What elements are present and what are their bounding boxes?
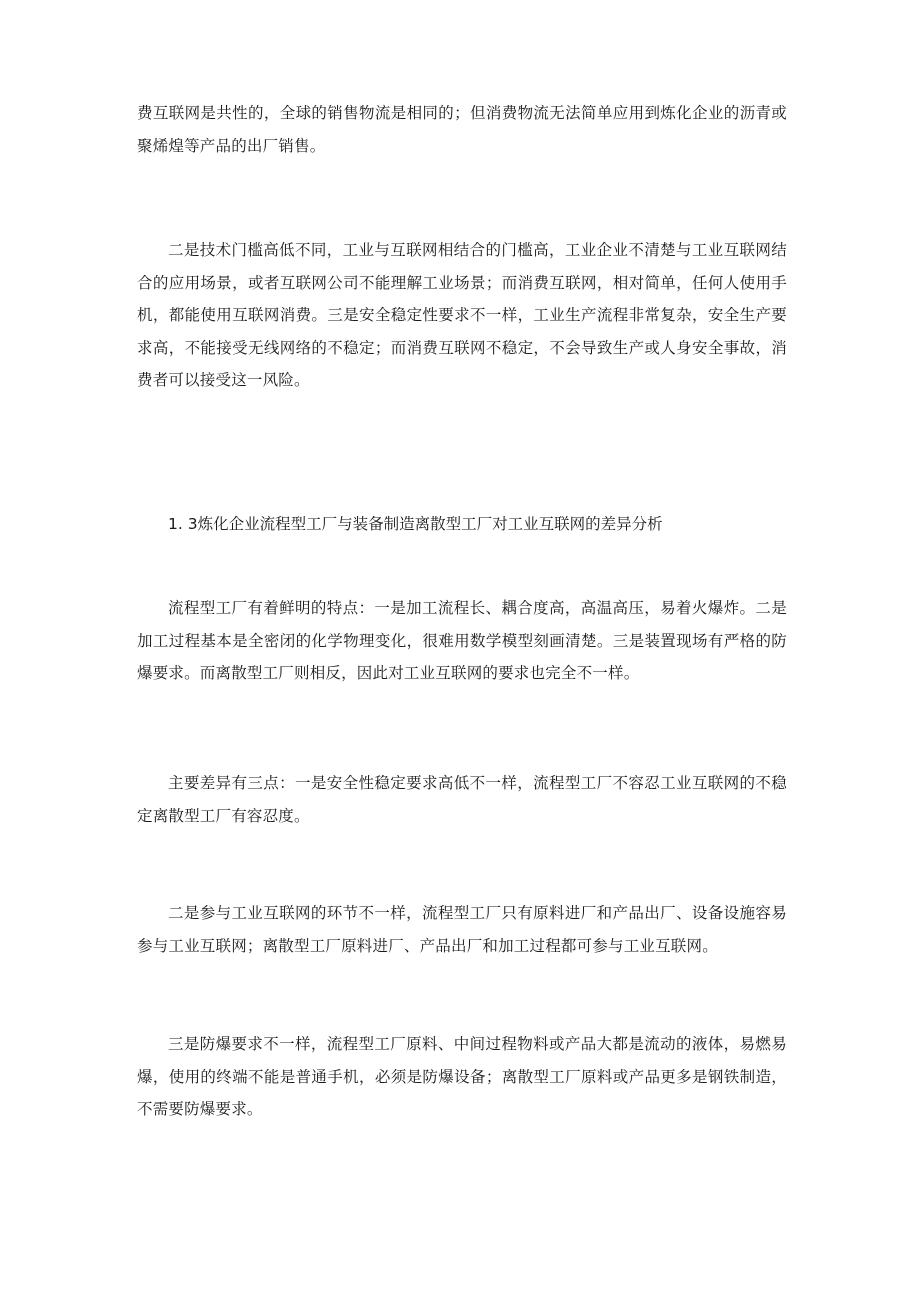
paragraph-technical-threshold: 二是技术门槛高低不同，工业与互联网相结合的门槛高，工业企业不清楚与工业互联网结合的应用场景，或者互联网公司不能理解工业场景；而消费互联网，相对简单，任何人使用手机，都能使用互联网消费。三是安全稳定性要求不一样，工业生产流程非常复杂，安全生产要求高，不能接受无线网络的不稳定；而消费互联网不稳定，不会导致生产或人身安全事故，消费者可以接受这一风险。 bbox=[137, 241, 787, 389]
paragraph-consumer-logistics: 费互联网是共性的，全球的销售物流是相同的；但消费物流无法简单应用到炼化企业的沥青或聚烯煌等产品的出厂销售。 bbox=[137, 104, 787, 155]
paragraph-explosion-proof-difference: 三是防爆要求不一样，流程型工厂原料、中间过程物料或产品大都是流动的液体，易燃易爆，使用的终端不能是普通手机，必须是防爆设备；离散型工厂原料或产品更多是钢铁制造，不需要防爆要求。 bbox=[137, 1035, 787, 1118]
paragraph-process-plant-features: 流程型工厂有着鲜明的特点：一是加工流程长、耦合度高，高温高压，易着火爆炸。二是加工过程基本是全密闭的化学物理变化，很难用数学模型刻画清楚。三是装置现场有严格的防爆要求。而离散型工厂则相反，因此对工业互联网的要求也完全不一样。 bbox=[137, 599, 787, 682]
paragraph-participation-difference: 二是参与工业互联网的环节不一样，流程型工厂只有原料进厂和产品出厂、设备设施容易参与工业互联网；离散型工厂原料进厂、产品出厂和加工过程都可参与工业互联网。 bbox=[137, 904, 787, 955]
section-heading-1-3: 1. 3炼化企业流程型工厂与装备制造离散型工厂对工业互联网的差异分析 bbox=[168, 515, 663, 533]
paragraph-main-differences: 主要差异有三点：一是安全性稳定要求高低不一样，流程型工厂不容忍工业互联网的不稳定离散型工厂有容忍度。 bbox=[137, 774, 787, 825]
